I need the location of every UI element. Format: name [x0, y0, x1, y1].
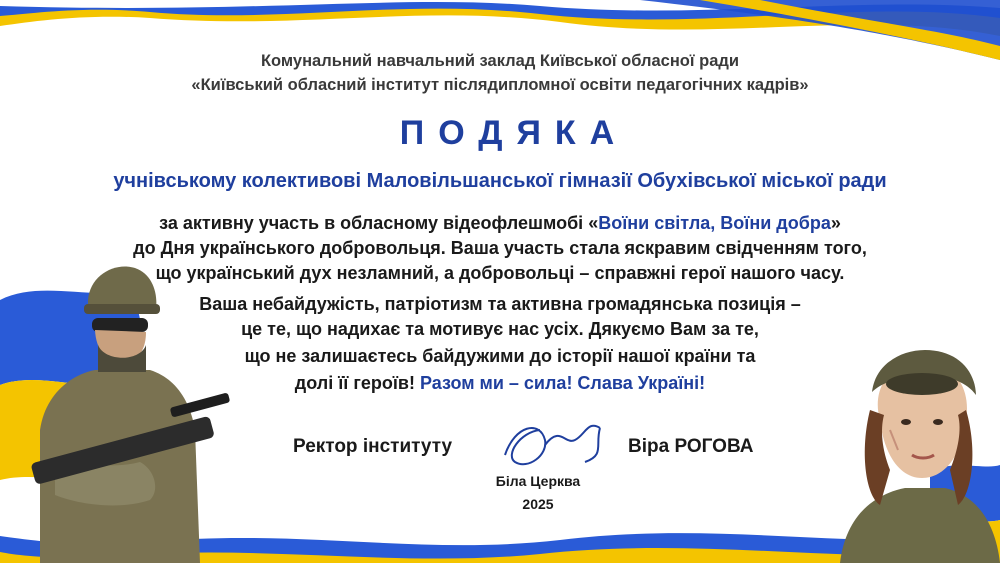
body-line-7	[0, 373, 1000, 394]
institution-line-1: Комунальний навчальний заклад Київської обласної ради	[260, 52, 739, 70]
body-line-4: Ваша небайдужість, патріотизм та активна громадянська позиція –	[199, 294, 801, 314]
institution-line-2: «Київський обласний інститут післядипломної освіти педагогічних кадрів»	[191, 76, 809, 94]
signatory-name: Віра РОГОВА	[628, 436, 754, 457]
recipient: учнівському колективові Маловільшанської гімназії Обухівської міської ради	[113, 170, 887, 192]
body-line-6: що не залишаєтесь байдужими до історії нашої країни та	[244, 346, 756, 366]
signature-image	[505, 426, 600, 465]
place-year: 2025	[522, 496, 554, 512]
flashmob-name: Воїни світла, Воїни добра	[598, 213, 831, 233]
body-line-2: до Дня українського добровольця. Ваша участь стала яскравим свідченням того,	[133, 238, 867, 258]
document-title: ПОДЯКА	[399, 114, 629, 152]
slogan: Разом ми – сила! Слава Україні!	[419, 373, 706, 393]
body-line-1	[0, 213, 1000, 234]
body-line-3: що український дух незламний, а добровольці – справжні герої нашого часу.	[155, 263, 845, 283]
body-line-1-end: »	[830, 213, 841, 233]
body-line-1-start: за активну участь в обласному відеофлешмобі «	[159, 213, 599, 233]
body-line-7-start: долі її героїв!	[294, 373, 420, 393]
body-line-5: це те, що надихає та мотивує нас усіх. Дякуємо Вам за те,	[241, 319, 759, 339]
signatory-position: Ректор інституту	[293, 436, 453, 457]
place-city: Біла Церква	[495, 473, 581, 489]
